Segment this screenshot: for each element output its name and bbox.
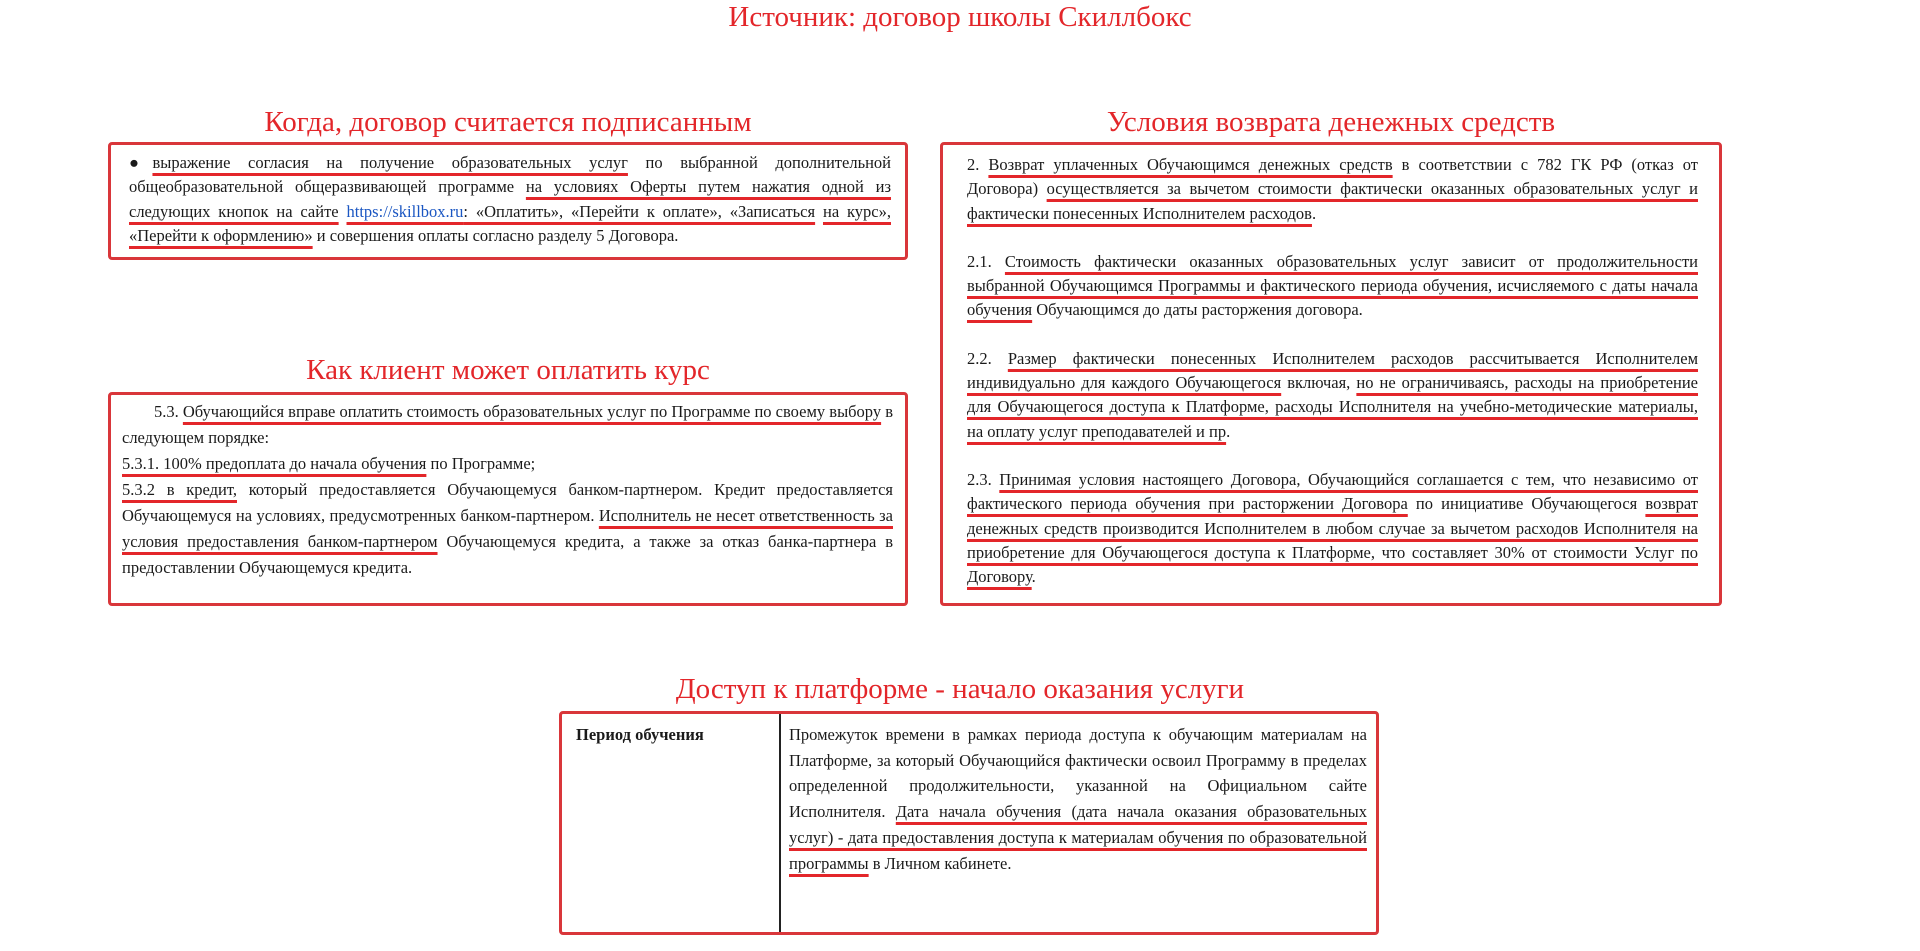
text-fragment: в соответствии с 782 ГК РФ (отказ от Договора): [967, 155, 1699, 199]
refund-heading: Условия возврата денежных средств: [1106, 106, 1556, 138]
refund-para-3: [967, 347, 1698, 444]
access-heading: Доступ к платформе - начало оказания услуги: [675, 673, 1245, 705]
term-label: Период обучения: [576, 725, 704, 744]
bullet: ●: [129, 153, 153, 172]
text-fragment: 2.1.: [967, 251, 1005, 271]
source-title: Источник: договор школы Скиллбокс: [728, 1, 1192, 33]
text-fragment: в следующем порядке:: [122, 402, 894, 447]
refund-hl-2: осуществляется за вычетом стоимости фактически оказанных образовательных услуг и фактически понесенных Исполнителем расходов: [967, 179, 1698, 223]
refund-para-2: [967, 250, 1698, 323]
signed-hl-2: на условиях Оферты путем нажатия одной из следующих кнопок на сайте: [129, 177, 891, 221]
text-fragment: включая,: [1281, 373, 1357, 393]
refund-hl-3: Стоимость фактически оказанных образовательных услуг зависит от продолжительности выбранной Обучающимся Программы и фактического периода обучения, исчисляемого с даты начала обучения: [967, 251, 1698, 320]
refund-hl-4: Размер фактически понесенных Исполнителем расходов рассчитывается Исполнителем индивидуально для каждого Обучающегося: [967, 348, 1699, 393]
text-fragment: и совершения оплаты согласно разделу 5 Договора.: [312, 225, 679, 245]
signed-text: [129, 151, 891, 248]
signed-box: [108, 142, 908, 260]
text-fragment: Обучающемуся кредита, а также за отказ банка-партнера в предоставлении Обучающемуся кредита.: [122, 532, 893, 577]
signed-heading: Когда, договор считается подписанным: [264, 106, 752, 138]
refund-box: [940, 142, 1722, 606]
refund-hl-1: Возврат уплаченных Обучающимся денежных средств: [988, 155, 1393, 174]
text-fragment: по Программе;: [426, 454, 536, 473]
text-fragment: .: [1226, 421, 1231, 441]
payment-hl-2: 5.3.1. 100% предоплата до начала обучения: [122, 454, 427, 473]
payment-hl-1: Обучающийся вправе оплатить стоимость образовательных услуг по Программе по своему выбору: [182, 402, 882, 421]
refund-hl-6: Принимая условия настоящего Договора, Обучающийся соглашается с тем, что независимо от фактического периода обучения при расторжении Договора: [967, 469, 1698, 514]
refund-para-4: [967, 468, 1698, 589]
signed-hl-4: на курс», «Перейти к оформлению»: [129, 201, 891, 245]
text-fragment: в Личном кабинете.: [868, 853, 1012, 873]
text-fragment: [815, 202, 823, 221]
text-fragment: Промежуток времени в рамках периода доступа к обучающим материалам на Платформе, за который Обучающийся фактически освоил Программу в пределах определенной продолжительности, указанной на Официальном сайте Исполнителя.: [789, 725, 1367, 822]
text-fragment: Обучающимся до даты расторжения договора.: [1032, 300, 1363, 320]
signed-hl-3: : «Оплатить», «Перейти к оплате», «Записаться: [463, 201, 816, 221]
text-fragment: .: [1031, 567, 1036, 587]
text-fragment: по выбранной дополнительной общеобразовательной общеразвивающей программе: [129, 153, 891, 197]
definition-cell: [789, 722, 1367, 876]
table-divider: [779, 714, 781, 932]
text-fragment: 5.3.: [154, 402, 183, 421]
payment-text: [122, 399, 893, 581]
text-fragment: 2.2.: [967, 348, 1008, 368]
skillbox-link[interactable]: https://skillbox.ru: [346, 201, 464, 221]
text-fragment: 2.3.: [967, 469, 1000, 489]
payment-para-1: [122, 399, 893, 451]
refund-text: [967, 153, 1698, 589]
text-fragment: по инициативе Обучающегося: [1407, 494, 1646, 514]
payment-hl-3: 5.3.2 в кредит,: [122, 480, 237, 499]
access-box: [559, 711, 1379, 935]
text-fragment: [339, 202, 347, 221]
payment-box: [108, 392, 908, 606]
text-fragment: .: [1311, 203, 1317, 223]
text-fragment: который предоставляется Обучающемуся банком-партнером. Кредит предоставляется Обучающемуся на условиях, предусмотренных банком-партнером.: [122, 480, 893, 525]
payment-heading: Как клиент может оплатить курс: [306, 354, 710, 386]
access-hl-1: Дата начала обучения (дата начала оказания образовательных услуг) - дата предоставления доступа к материалам обучения по образовательной программы: [789, 802, 1367, 873]
signed-hl-1: выражение согласия на получение образовательных услуг: [152, 153, 628, 172]
payment-para-2: [122, 451, 893, 477]
refund-hl-5: но не ограничиваясь, расходы на приобретение для Обучающегося доступа к Платформе, расходы Исполнителя на учебно-методические материалы, на оплату услуг преподавателей и пр: [967, 373, 1699, 441]
payment-hl-4: Исполнитель не несет ответственность за условия предоставления банком-партнером: [122, 506, 893, 551]
refund-para-1: [967, 153, 1698, 226]
payment-para-3: [122, 477, 893, 581]
term-cell: [576, 723, 766, 747]
refund-hl-7: возврат денежных средств производится Исполнителем в любом случае за вычетом расходов Исполнителя на приобретение для Обучающегося доступа к Платформе, что составляет 30% от стоимости Услуг по Договору: [967, 494, 1698, 587]
text-fragment: 2.: [967, 155, 989, 174]
